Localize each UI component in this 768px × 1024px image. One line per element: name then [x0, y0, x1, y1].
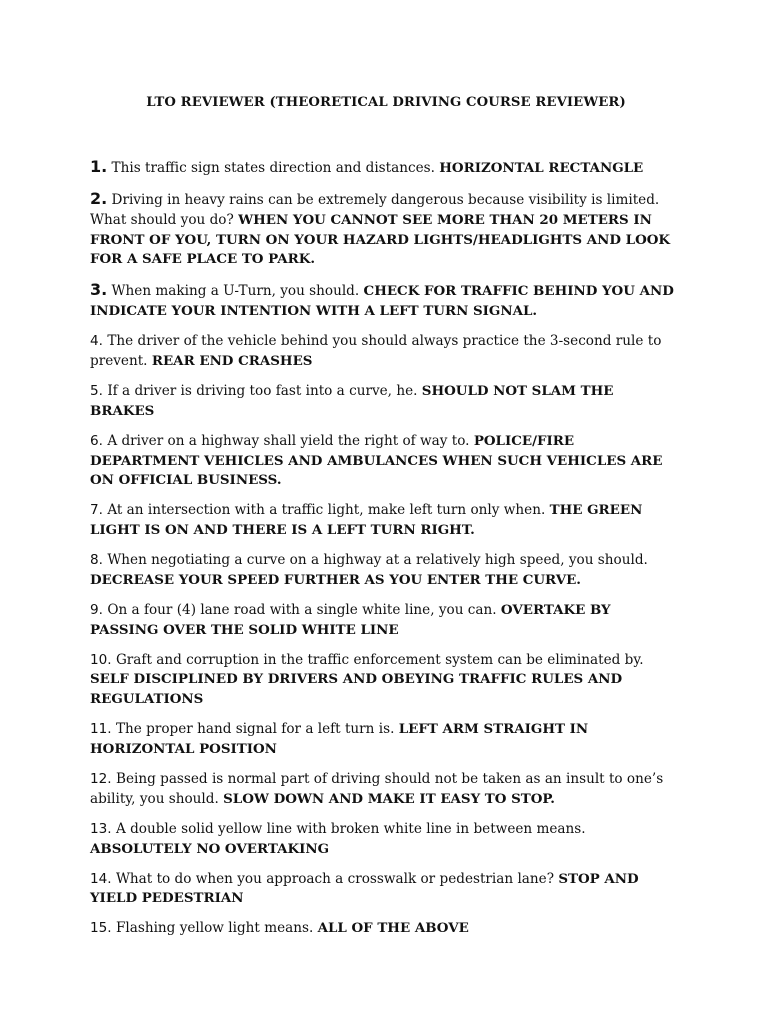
question-item-4 — [90, 332, 682, 372]
question-text: A double solid yellow line with broken white line in between means. — [115, 820, 586, 837]
question-answer: STOP AND YIELD PEDESTRIAN — [90, 870, 639, 907]
question-answer: CHECK FOR TRAFFIC BEHIND YOU AND INDICATE YOUR INTENTION WITH A LEFT TURN SIGNAL. — [90, 283, 674, 320]
question-number: 3. — [90, 280, 108, 300]
question-item-11 — [90, 720, 682, 760]
question-text: Driving in heavy rains can be extremely dangerous because visibility is limited. What should you do? — [90, 191, 660, 228]
question-number: 1. — [90, 157, 108, 176]
question-number: 10. — [90, 651, 112, 668]
question-text: This traffic sign states direction and distances. — [111, 160, 435, 176]
question-text: A driver on a highway shall yield the right of way to. — [107, 432, 470, 449]
question-item-5 — [90, 382, 682, 422]
question-text: When negotiating a curve on a highway at a relatively high speed, you should. — [107, 552, 648, 569]
question-item-12 — [90, 770, 682, 810]
question-answer: DECREASE YOUR SPEED FURTHER AS YOU ENTER THE CURVE. — [90, 571, 581, 588]
question-number: 13. — [90, 820, 112, 837]
question-number: 2. — [90, 188, 108, 208]
document-title: LTO REVIEWER (THEORETICAL DRIVING COURSE REVIEWER) — [146, 95, 626, 110]
question-answer: ALL OF THE ABOVE — [317, 920, 469, 937]
question-answer: SLOW DOWN AND MAKE IT EASY TO STOP. — [223, 790, 555, 807]
question-text: Being passed is normal part of driving should not be taken as an insult to one’s ability, you should. — [90, 770, 664, 807]
question-item-3 — [90, 280, 682, 322]
question-number: 12. — [90, 770, 112, 787]
question-text: What to do when you approach a crosswalk or pedestrian lane? — [115, 870, 554, 887]
question-item-1 — [90, 157, 682, 179]
question-item-6 — [90, 432, 682, 491]
question-text: When making a U-Turn, you should. — [111, 283, 360, 300]
question-item-8 — [90, 551, 682, 591]
question-answer: REAR END CRASHES — [151, 352, 313, 369]
question-text: On a four (4) lane road with a single white line, you can. — [107, 601, 497, 618]
question-answer: SELF DISCIPLINED BY DRIVERS AND OBEYING TRAFFIC RULES AND REGULATIONS — [90, 671, 623, 708]
question-item-13 — [90, 820, 682, 860]
question-number: 6. — [90, 432, 103, 449]
question-number: 11. — [90, 721, 112, 738]
question-number: 4. — [90, 333, 103, 350]
question-answer: HORIZONTAL RECTANGLE — [439, 160, 644, 176]
question-number: 5. — [90, 382, 103, 399]
question-number: 9. — [90, 601, 103, 618]
question-number: 15. — [90, 920, 112, 937]
question-text: At an intersection with a traffic light, make left turn only when. — [107, 502, 546, 519]
question-answer: WHEN YOU CANNOT SEE MORE THAN 20 METERS IN FRONT OF YOU, TURN ON YOUR HAZARD LIGHTS/HEADLIGHTS AND LOOK FOR A SAFE PLACE TO PARK. — [90, 211, 671, 268]
question-list — [90, 157, 682, 939]
question-text: If a driver is driving too fast into a curve, he. — [107, 382, 418, 399]
question-text: Flashing yellow light means. — [115, 920, 314, 937]
question-item-7 — [90, 501, 682, 541]
question-item-14 — [90, 870, 682, 910]
question-number: 7. — [90, 502, 103, 519]
question-answer: THE GREEN LIGHT IS ON AND THERE IS A LEFT TURN RIGHT. — [90, 502, 643, 539]
question-number: 14. — [90, 870, 112, 887]
question-item-15 — [90, 919, 682, 939]
question-text: Graft and corruption in the traffic enforcement system can be eliminated by. — [115, 651, 644, 668]
question-item-10 — [90, 651, 682, 710]
question-item-2 — [90, 189, 682, 270]
question-answer: SHOULD NOT SLAM THE BRAKES — [90, 382, 614, 419]
question-answer: OVERTAKE BY PASSING OVER THE SOLID WHITE LINE — [90, 601, 611, 638]
question-item-9 — [90, 601, 682, 641]
question-number: 8. — [90, 552, 103, 569]
question-answer: ABSOLUTELY NO OVERTAKING — [90, 840, 330, 857]
question-answer: LEFT ARM STRAIGHT IN HORIZONTAL POSITION — [90, 721, 589, 757]
question-answer: POLICE/FIRE DEPARTMENT VEHICLES AND AMBULANCES WHEN SUCH VEHICLES ARE ON OFFICIAL BUSINESS. — [90, 432, 663, 489]
question-text: The proper hand signal for a left turn is. — [115, 721, 395, 738]
question-text: The driver of the vehicle behind you should always practice the 3-second rule to prevent. — [90, 333, 662, 369]
